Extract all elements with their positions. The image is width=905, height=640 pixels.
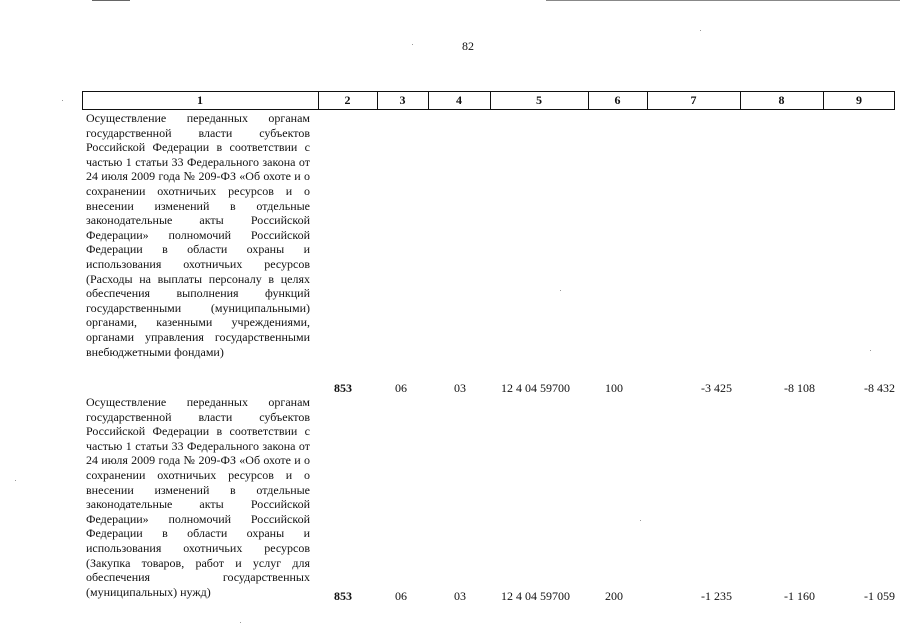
scan-speck bbox=[15, 480, 16, 481]
row-1-col-9: -8 432 bbox=[864, 381, 895, 395]
row-1-col-8: -8 108 bbox=[784, 381, 815, 395]
column-header-9: 9 bbox=[856, 93, 862, 107]
column-header-1: 1 bbox=[197, 93, 203, 107]
scan-speck bbox=[870, 350, 871, 351]
row-2-col-7: -1 235 bbox=[701, 589, 732, 603]
column-header-6: 6 bbox=[614, 93, 621, 107]
row-1-col-2: 853 bbox=[334, 381, 352, 395]
row-description-text: Осуществление переданных органам государственной власти субъектов Российской Федерации в соответствии с частью 1 статьи 33 Федерального закона от 24 июля 2009 года № 209-ФЗ «Об охоте и о сохранении охотничьих ресурсов и о внесении изменений в отдельные законодательные акты Российской Федерации» полномочий Российской Федерации в области охраны и использования охотничьих ресурсов (Закупка товаров, работ и услуг для обеспечения государственных (муниципальных) нужд) bbox=[86, 395, 310, 599]
row-2-col-6: 200 bbox=[605, 589, 623, 603]
row-description-text: Осуществление переданных органам государственной власти субъектов Российской Федерации в соответствии с частью 1 статьи 33 Федерального закона от 24 июля 2009 года № 209-ФЗ «Об охоте и о сохранении охотничьих ресурсов и о внесении изменений в отдельные законодательные акты Российской Федерации» полномочий Российской Федерации в области охраны и использования охотничьих ресурсов (Расходы на выплаты персоналу в целях обеспечения выполнения функций государственными (муниципальными) органами, казенными учреждениями, органами управления государственными внебюджетными фондами) bbox=[86, 111, 310, 359]
row-1-col-6: 100 bbox=[605, 381, 623, 395]
row-2-col-4: 03 bbox=[454, 589, 466, 603]
row-1-col-4: 03 bbox=[454, 381, 466, 395]
scan-speck bbox=[62, 100, 63, 101]
row-2-col-5: 12 4 04 59700 bbox=[501, 589, 570, 603]
column-header-7: 7 bbox=[690, 93, 697, 107]
scan-speck bbox=[700, 30, 701, 31]
scan-speck bbox=[240, 622, 241, 623]
column-header-5: 5 bbox=[536, 93, 542, 107]
scan-speck bbox=[640, 520, 641, 521]
scan-artifact-line bbox=[92, 0, 130, 1]
scan-speck bbox=[560, 290, 561, 291]
row-1-col-7: -3 425 bbox=[701, 381, 732, 395]
scan-artifact-line bbox=[546, 0, 900, 1]
column-header-2: 2 bbox=[344, 93, 351, 107]
row-2-col-2: 853 bbox=[334, 589, 352, 603]
row-1-col-3: 06 bbox=[395, 381, 407, 395]
column-header-4: 4 bbox=[456, 93, 462, 107]
page-number: 82 bbox=[462, 39, 474, 53]
scan-speck bbox=[412, 44, 413, 45]
row-2-col-8: -1 160 bbox=[784, 589, 815, 603]
row-1-col-5: 12 4 04 59700 bbox=[501, 381, 570, 395]
table-row-2-description bbox=[86, 395, 310, 599]
column-header-3: 3 bbox=[399, 93, 406, 107]
row-2-col-9: -1 059 bbox=[864, 589, 895, 603]
row-2-col-3: 06 bbox=[395, 589, 407, 603]
column-header-8: 8 bbox=[778, 93, 785, 107]
table-row-1-description bbox=[86, 111, 310, 359]
